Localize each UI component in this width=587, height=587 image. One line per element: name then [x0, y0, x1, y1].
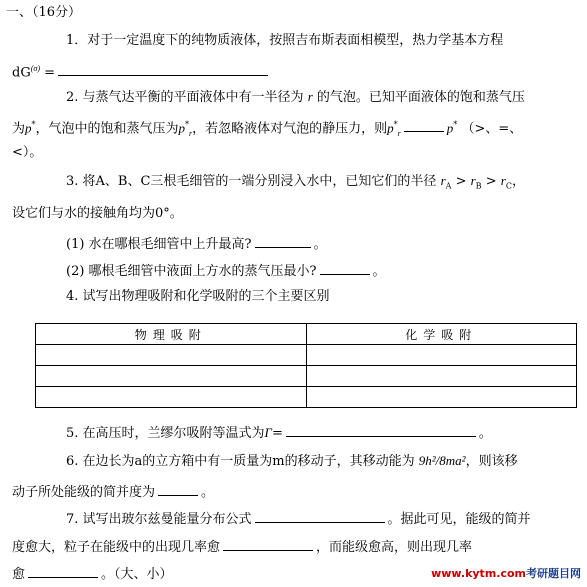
q2-line3: <）。	[12, 145, 43, 160]
q6-answer-blank[interactable]	[158, 483, 198, 496]
q7-line3: 愈 。（大、小）	[12, 567, 173, 582]
q6-line2: 动子所处能级的简并度为 。	[12, 485, 215, 500]
adsorption-table	[35, 323, 577, 408]
watermark-url: www.kytm.com	[431, 567, 526, 580]
q3-sub2: (2) 哪根毛细管中液面上方水的蒸气压最小? 。	[66, 264, 386, 279]
q3-line2: 设它们与水的接触角均为0°。	[12, 206, 183, 221]
section-heading: 一、（16分）	[6, 5, 82, 20]
q1-equation: $dG^{(\sigma)}$ =	[12, 61, 271, 81]
table-cell[interactable]	[306, 366, 577, 387]
q5-answer-blank[interactable]	[286, 424, 476, 437]
watermark-brand: 考研题目网	[526, 567, 581, 580]
col-chemical-adsorption: 化学吸附	[306, 324, 577, 345]
table-row	[36, 345, 577, 366]
q1-text: 1．对于一定温度下的纯物质液体，按照吉布斯表面相模型，热力学基本方程	[66, 33, 504, 48]
q4-text: 4. 试写出物理吸附和化学吸附的三个主要区别	[66, 289, 330, 304]
q7-formula-blank[interactable]	[255, 510, 385, 523]
table-row	[36, 387, 577, 408]
table-cell[interactable]	[306, 387, 577, 408]
q3-sub2-answer-blank[interactable]	[320, 262, 370, 275]
watermark	[431, 565, 581, 581]
q3-line1: 3. 将A、B、C三根毛细管的一端分别浸入水中，已知它们的半径 $r_A > r_B > r_C$，	[66, 173, 525, 191]
q7-blank-3[interactable]	[28, 565, 98, 578]
q7-blank-2[interactable]	[223, 538, 313, 551]
q7-line1: 7. 试写出玻尔兹曼能量分布公式 。据此可见，能级的简并	[66, 512, 531, 527]
q2-line1: 2. 与蒸气达平衡的平面液体中有一半径为 r 的气泡。已知平面液体的饱和蒸气压	[66, 89, 525, 105]
table-cell[interactable]	[36, 345, 307, 366]
col-physical-adsorption: 物理吸附	[36, 324, 307, 345]
q7-line2: 度愈大，粒子在能级中的出现几率愈 ，而能级愈高，则出现几率	[12, 540, 473, 555]
table-cell[interactable]	[306, 345, 577, 366]
q2-line2: 为p*，气泡中的饱和蒸气压为$p^*_r$，若忽略液体对气泡的静压力，则$p^*_r$ p* （>、=、	[12, 120, 523, 138]
q1-answer-blank[interactable]	[58, 63, 268, 76]
table-cell[interactable]	[36, 387, 307, 408]
q6-line1: 6. 在边长为a的立方箱中有一质量为m的移动子，其移动能为 9h²/8ma²，则该移	[66, 453, 518, 469]
table-row	[36, 366, 577, 387]
q3-sub1: (1) 水在哪根毛细管中上升最高? 。	[66, 237, 327, 252]
q5-text: 5. 在高压时，兰缪尔吸附等温式为Γ= 。	[66, 425, 492, 441]
table-header-row	[36, 324, 577, 345]
q2-answer-blank[interactable]	[404, 119, 444, 132]
q3-sub1-answer-blank[interactable]	[255, 235, 311, 248]
table-cell[interactable]	[36, 366, 307, 387]
